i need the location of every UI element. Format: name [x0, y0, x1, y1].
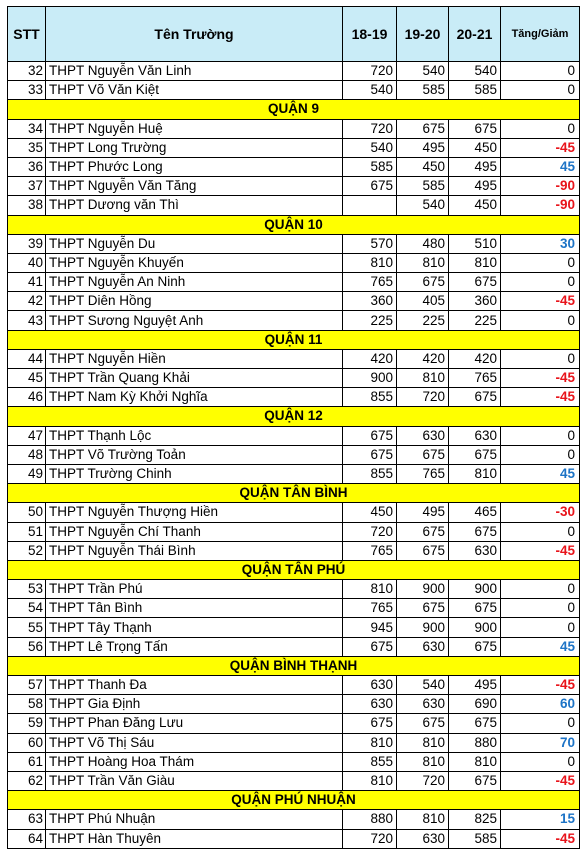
score-18-19: 810	[343, 580, 397, 599]
score-19-20: 810	[397, 810, 449, 829]
row-number: 50	[8, 503, 46, 522]
score-20-21: 675	[449, 273, 501, 292]
score-19-20: 765	[397, 464, 449, 483]
score-19-20: 630	[397, 695, 449, 714]
school-name: THPT Nguyễn Thái Bình	[46, 541, 343, 560]
score-18-19: 675	[343, 426, 397, 445]
table-row	[8, 714, 580, 733]
score-19-20: 585	[397, 177, 449, 196]
table-row	[8, 311, 580, 330]
score-20-21: 495	[449, 157, 501, 176]
score-20-21: 675	[449, 445, 501, 464]
table-row	[8, 637, 580, 656]
district-name: QUẬN PHÚ NHUẬN	[8, 791, 580, 810]
school-name: THPT Phan Đăng Lưu	[46, 714, 343, 733]
school-name: THPT Nguyễn Hiền	[46, 349, 343, 368]
score-20-21: 900	[449, 580, 501, 599]
score-18-19: 540	[343, 81, 397, 100]
score-change: -45	[501, 541, 580, 560]
district-header-row	[8, 560, 580, 579]
school-name: THPT Nguyễn An Ninh	[46, 273, 343, 292]
row-number: 32	[8, 62, 46, 81]
score-18-19: 585	[343, 157, 397, 176]
row-number: 36	[8, 157, 46, 176]
score-18-19: 420	[343, 349, 397, 368]
score-19-20: 585	[397, 81, 449, 100]
score-19-20: 720	[397, 388, 449, 407]
score-change: 0	[501, 273, 580, 292]
table-row	[8, 62, 580, 81]
score-20-21: 880	[449, 733, 501, 752]
score-20-21: 810	[449, 253, 501, 272]
score-change: -90	[501, 196, 580, 215]
score-18-19: 720	[343, 522, 397, 541]
row-number: 48	[8, 445, 46, 464]
score-19-20: 495	[397, 138, 449, 157]
score-change: -45	[501, 138, 580, 157]
district-name: QUẬN TÂN PHÚ	[8, 560, 580, 579]
score-change: -45	[501, 369, 580, 388]
score-20-21: 675	[449, 522, 501, 541]
school-name: THPT Nguyễn Văn Tăng	[46, 177, 343, 196]
district-header-row	[8, 215, 580, 234]
score-change: 45	[501, 464, 580, 483]
score-19-20: 225	[397, 311, 449, 330]
score-18-19: 880	[343, 810, 397, 829]
table-row	[8, 369, 580, 388]
school-name: THPT Nguyễn Văn Linh	[46, 62, 343, 81]
school-name: THPT Hoàng Hoa Thám	[46, 752, 343, 771]
score-18-19: 855	[343, 464, 397, 483]
school-name: THPT Sương Nguyệt Anh	[46, 311, 343, 330]
school-name: THPT Thạnh Lộc	[46, 426, 343, 445]
row-number: 52	[8, 541, 46, 560]
score-20-21: 495	[449, 676, 501, 695]
score-19-20: 495	[397, 503, 449, 522]
school-name: THPT Trần Văn Giàu	[46, 771, 343, 790]
score-change: -45	[501, 676, 580, 695]
school-name: THPT Võ Trường Toản	[46, 445, 343, 464]
row-number: 43	[8, 311, 46, 330]
school-name: THPT Võ Văn Kiệt	[46, 81, 343, 100]
row-number: 39	[8, 234, 46, 253]
score-change: 70	[501, 733, 580, 752]
row-number: 55	[8, 618, 46, 637]
district-name: QUẬN BÌNH THẠNH	[8, 656, 580, 675]
row-number: 64	[8, 829, 46, 848]
score-18-19: 765	[343, 273, 397, 292]
score-change: 0	[501, 119, 580, 138]
score-change: 0	[501, 618, 580, 637]
table-row	[8, 733, 580, 752]
header-year-18-19: 18-19	[343, 7, 397, 62]
score-change: 0	[501, 752, 580, 771]
score-19-20: 810	[397, 253, 449, 272]
score-18-19: 720	[343, 62, 397, 81]
score-20-21: 675	[449, 388, 501, 407]
table-row	[8, 157, 580, 176]
school-name: THPT Diên Hồng	[46, 292, 343, 311]
row-number: 35	[8, 138, 46, 157]
school-name: THPT Long Trường	[46, 138, 343, 157]
table-header	[8, 7, 580, 62]
district-header-row	[8, 484, 580, 503]
score-change: -45	[501, 388, 580, 407]
score-20-21: 900	[449, 618, 501, 637]
school-name: THPT Gia Định	[46, 695, 343, 714]
score-19-20: 675	[397, 119, 449, 138]
table-row	[8, 695, 580, 714]
score-18-19: 630	[343, 676, 397, 695]
district-header-row	[8, 791, 580, 810]
score-change: 15	[501, 810, 580, 829]
admission-score-table	[7, 6, 580, 849]
score-change: -30	[501, 503, 580, 522]
score-18-19: 675	[343, 445, 397, 464]
score-18-19: 945	[343, 618, 397, 637]
score-20-21: 510	[449, 234, 501, 253]
district-name: QUẬN 10	[8, 215, 580, 234]
district-header-row	[8, 100, 580, 119]
header-year-19-20: 19-20	[397, 7, 449, 62]
score-20-21: 675	[449, 119, 501, 138]
score-18-19: 450	[343, 503, 397, 522]
school-name: THPT Nguyễn Khuyến	[46, 253, 343, 272]
score-change: 0	[501, 426, 580, 445]
score-20-21: 675	[449, 637, 501, 656]
table-row	[8, 503, 580, 522]
score-19-20: 675	[397, 522, 449, 541]
score-19-20: 675	[397, 541, 449, 560]
score-change: 0	[501, 62, 580, 81]
score-20-21: 810	[449, 464, 501, 483]
school-name: THPT Phước Long	[46, 157, 343, 176]
table-row	[8, 349, 580, 368]
row-number: 63	[8, 810, 46, 829]
score-18-19: 570	[343, 234, 397, 253]
score-change: -45	[501, 771, 580, 790]
row-number: 59	[8, 714, 46, 733]
score-18-19: 765	[343, 541, 397, 560]
score-18-19: 225	[343, 311, 397, 330]
school-name: THPT Nguyễn Chí Thanh	[46, 522, 343, 541]
score-19-20: 630	[397, 637, 449, 656]
score-20-21: 690	[449, 695, 501, 714]
header-row	[8, 7, 580, 62]
table-row	[8, 676, 580, 695]
score-19-20: 675	[397, 445, 449, 464]
header-school: Tên Trường	[46, 7, 343, 62]
school-name: THPT Nguyễn Du	[46, 234, 343, 253]
row-number: 42	[8, 292, 46, 311]
score-18-19: 810	[343, 733, 397, 752]
score-18-19: 540	[343, 138, 397, 157]
table-row	[8, 464, 580, 483]
row-number: 61	[8, 752, 46, 771]
score-20-21: 675	[449, 771, 501, 790]
table-row	[8, 522, 580, 541]
score-20-21: 540	[449, 62, 501, 81]
score-18-19: 675	[343, 177, 397, 196]
score-20-21: 420	[449, 349, 501, 368]
score-20-21: 465	[449, 503, 501, 522]
score-20-21: 450	[449, 138, 501, 157]
score-19-20: 900	[397, 618, 449, 637]
table-row	[8, 138, 580, 157]
score-18-19: 720	[343, 829, 397, 848]
score-18-19: 765	[343, 599, 397, 618]
score-20-21: 765	[449, 369, 501, 388]
row-number: 53	[8, 580, 46, 599]
score-20-21: 360	[449, 292, 501, 311]
row-number: 46	[8, 388, 46, 407]
score-20-21: 675	[449, 599, 501, 618]
score-19-20: 720	[397, 771, 449, 790]
row-number: 40	[8, 253, 46, 272]
row-number: 60	[8, 733, 46, 752]
school-name: THPT Nguyễn Huệ	[46, 119, 343, 138]
score-19-20: 480	[397, 234, 449, 253]
row-number: 56	[8, 637, 46, 656]
score-18-19: 720	[343, 119, 397, 138]
table-row	[8, 292, 580, 311]
score-18-19	[343, 196, 397, 215]
score-19-20: 810	[397, 733, 449, 752]
row-number: 41	[8, 273, 46, 292]
score-change: 0	[501, 311, 580, 330]
row-number: 33	[8, 81, 46, 100]
score-change: -45	[501, 292, 580, 311]
score-19-20: 630	[397, 426, 449, 445]
score-19-20: 450	[397, 157, 449, 176]
score-18-19: 630	[343, 695, 397, 714]
score-change: 30	[501, 234, 580, 253]
table-row	[8, 445, 580, 464]
header-change: Tăng/Giảm	[501, 7, 580, 62]
score-18-19: 855	[343, 388, 397, 407]
score-18-19: 810	[343, 771, 397, 790]
score-20-21: 585	[449, 81, 501, 100]
score-change: 0	[501, 714, 580, 733]
table-row	[8, 253, 580, 272]
score-change: 0	[501, 599, 580, 618]
row-number: 45	[8, 369, 46, 388]
district-name: QUẬN 11	[8, 330, 580, 349]
score-20-21: 225	[449, 311, 501, 330]
score-20-21: 495	[449, 177, 501, 196]
school-name: THPT Trần Quang Khải	[46, 369, 343, 388]
score-20-21: 630	[449, 541, 501, 560]
school-name: THPT Hàn Thuyên	[46, 829, 343, 848]
table-row	[8, 829, 580, 848]
school-name: THPT Võ Thị Sáu	[46, 733, 343, 752]
score-19-20: 540	[397, 62, 449, 81]
table-row	[8, 580, 580, 599]
district-header-row	[8, 407, 580, 426]
score-19-20: 810	[397, 369, 449, 388]
score-change: 45	[501, 637, 580, 656]
table-row	[8, 541, 580, 560]
row-number: 62	[8, 771, 46, 790]
score-change: 0	[501, 445, 580, 464]
school-name: THPT Lê Trọng Tấn	[46, 637, 343, 656]
table-row	[8, 196, 580, 215]
table-row	[8, 771, 580, 790]
table-row	[8, 426, 580, 445]
score-19-20: 540	[397, 676, 449, 695]
school-name: THPT Trần Phú	[46, 580, 343, 599]
school-name: THPT Thanh Đa	[46, 676, 343, 695]
score-20-21: 675	[449, 714, 501, 733]
district-header-row	[8, 330, 580, 349]
school-name: THPT Tân Bình	[46, 599, 343, 618]
score-18-19: 810	[343, 253, 397, 272]
score-change: 60	[501, 695, 580, 714]
district-header-row	[8, 656, 580, 675]
header-stt: STT	[8, 7, 46, 62]
row-number: 51	[8, 522, 46, 541]
school-name: THPT Dương văn Thì	[46, 196, 343, 215]
row-number: 58	[8, 695, 46, 714]
row-number: 47	[8, 426, 46, 445]
school-name: THPT Tây Thạnh	[46, 618, 343, 637]
row-number: 54	[8, 599, 46, 618]
score-20-21: 825	[449, 810, 501, 829]
row-number: 44	[8, 349, 46, 368]
score-20-21: 810	[449, 752, 501, 771]
score-19-20: 810	[397, 752, 449, 771]
score-change: 0	[501, 253, 580, 272]
score-change: -45	[501, 829, 580, 848]
table-row	[8, 177, 580, 196]
school-name: THPT Trường Chinh	[46, 464, 343, 483]
score-19-20: 420	[397, 349, 449, 368]
score-19-20: 405	[397, 292, 449, 311]
score-table-container	[7, 6, 579, 849]
table-row	[8, 234, 580, 253]
score-19-20: 675	[397, 273, 449, 292]
district-name: QUẬN 9	[8, 100, 580, 119]
table-row	[8, 618, 580, 637]
score-19-20: 675	[397, 714, 449, 733]
district-name: QUẬN 12	[8, 407, 580, 426]
score-19-20: 630	[397, 829, 449, 848]
score-20-21: 630	[449, 426, 501, 445]
row-number: 38	[8, 196, 46, 215]
score-change: 0	[501, 580, 580, 599]
score-change: 45	[501, 157, 580, 176]
score-19-20: 675	[397, 599, 449, 618]
school-name: THPT Nam Kỳ Khởi Nghĩa	[46, 388, 343, 407]
row-number: 37	[8, 177, 46, 196]
row-number: 49	[8, 464, 46, 483]
score-19-20: 540	[397, 196, 449, 215]
score-change: -90	[501, 177, 580, 196]
score-20-21: 585	[449, 829, 501, 848]
score-change: 0	[501, 522, 580, 541]
score-18-19: 675	[343, 637, 397, 656]
row-number: 34	[8, 119, 46, 138]
table-row	[8, 81, 580, 100]
header-year-20-21: 20-21	[449, 7, 501, 62]
table-row	[8, 599, 580, 618]
table-row	[8, 273, 580, 292]
row-number: 57	[8, 676, 46, 695]
score-19-20: 900	[397, 580, 449, 599]
score-18-19: 900	[343, 369, 397, 388]
score-change: 0	[501, 81, 580, 100]
table-row	[8, 388, 580, 407]
score-20-21: 450	[449, 196, 501, 215]
score-18-19: 360	[343, 292, 397, 311]
score-18-19: 855	[343, 752, 397, 771]
table-body	[8, 62, 580, 849]
district-name: QUẬN TÂN BÌNH	[8, 484, 580, 503]
score-18-19: 675	[343, 714, 397, 733]
table-row	[8, 119, 580, 138]
table-row	[8, 752, 580, 771]
score-change: 0	[501, 349, 580, 368]
school-name: THPT Phú Nhuận	[46, 810, 343, 829]
table-row	[8, 810, 580, 829]
school-name: THPT Nguyễn Thượng Hiền	[46, 503, 343, 522]
